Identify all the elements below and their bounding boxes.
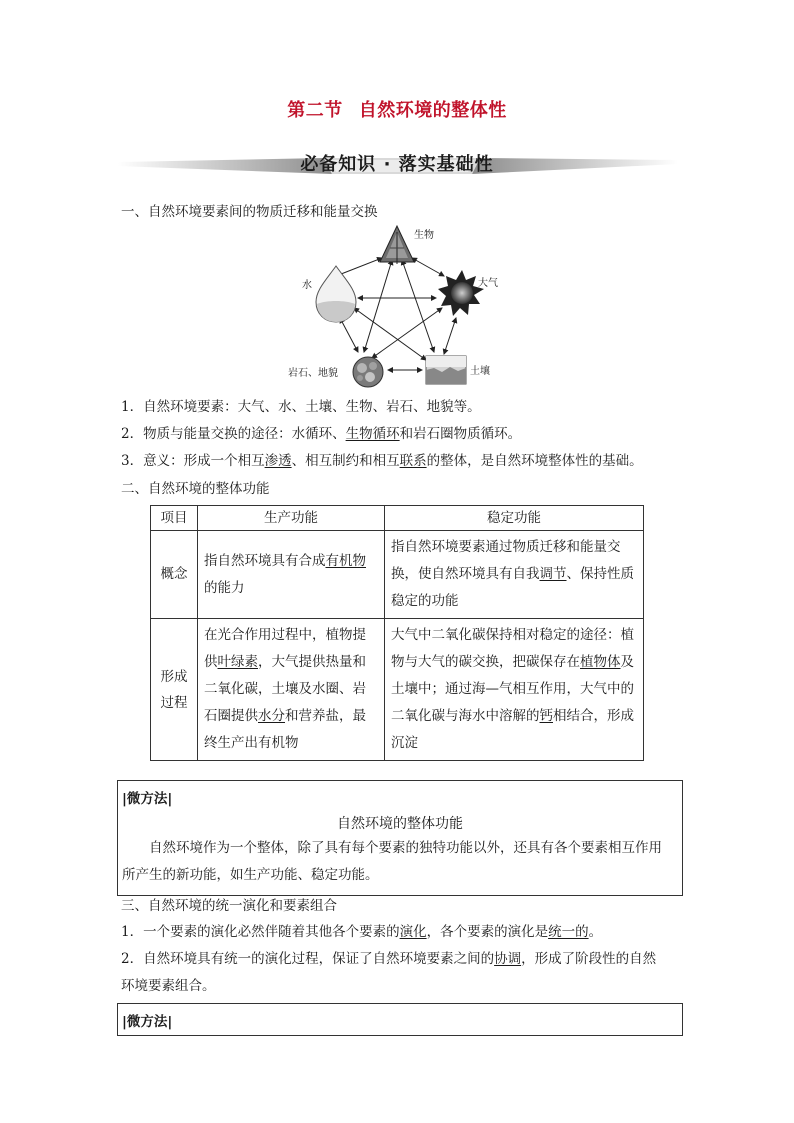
text-segment: ，大气提供热量和二氧化碳，土壤及水圈、岩石圈提供 — [204, 654, 366, 724]
text-segment: 指自然环境具有合成 — [204, 552, 326, 569]
table-header-row — [151, 506, 644, 531]
banner-title: 必备知识 · 落实基础性 — [300, 154, 494, 175]
part1-item3 — [121, 452, 643, 470]
cycle-diagram — [288, 224, 506, 390]
text-segment: 。 — [588, 924, 603, 940]
underlined-term: 有机物 — [325, 552, 366, 569]
underlined-term: 联系 — [399, 453, 427, 469]
table-row-head — [151, 619, 198, 761]
underlined-term: 生物循环 — [345, 426, 400, 442]
text-segment: 大气中二氧化碳保持相对稳定的途径：植物与大气的碳交换，把碳保存在 — [391, 627, 634, 670]
part1-item2 — [121, 425, 521, 443]
text-segment: 过程 — [160, 694, 188, 711]
part3-item1 — [121, 923, 602, 941]
air-icon — [438, 270, 484, 316]
cycle-arrows — [336, 258, 456, 370]
part3-item2 — [121, 950, 656, 968]
method-title: 自然环境的整体功能 — [337, 816, 463, 832]
section-title: 自然环境的整体性 — [358, 100, 507, 121]
function-table — [150, 505, 644, 761]
water-icon — [316, 266, 356, 322]
text-segment: 1．一个要素的演化必然伴随着其他各个要素的 — [121, 924, 400, 940]
table-header: 稳定功能 — [385, 506, 644, 531]
label-bio: 生物 — [414, 230, 434, 241]
table-cell — [385, 619, 644, 761]
label-soil: 土壤 — [470, 366, 490, 377]
page-title — [0, 96, 794, 122]
method-box — [117, 780, 683, 896]
text-segment: 相结合，形成沉淀 — [391, 708, 634, 751]
table-cell — [385, 531, 644, 619]
text-segment: 的整体，是自然环境整体性的基础。 — [426, 453, 643, 469]
bio-icon — [380, 226, 414, 264]
table-cell — [198, 619, 385, 761]
part3-item2-continued: 环境要素组合。 — [121, 978, 216, 994]
text-segment: 、相互制约和相互 — [291, 453, 400, 469]
table-row — [151, 531, 644, 619]
table-cell — [198, 531, 385, 619]
method-label: |微方法| — [122, 1014, 173, 1030]
method-label: |微方法| — [122, 791, 173, 807]
part2-heading: 二、自然环境的整体功能 — [121, 481, 270, 497]
underlined-term: 调节 — [539, 566, 567, 582]
label-rock: 岩石、地貌 — [288, 368, 338, 379]
table-row — [151, 619, 644, 761]
text-segment: 2．物质与能量交换的途径：水循环、 — [121, 426, 346, 442]
table-row-head: 概念 — [151, 531, 198, 619]
text-segment: 2．自然环境具有统一的演化过程，保证了自然环境要素之间的 — [121, 951, 495, 967]
rock-icon — [353, 357, 383, 387]
text-segment: 、保持性质稳定的功能 — [391, 566, 634, 609]
underlined-term: 协调 — [494, 951, 522, 967]
part1-item1: 1．自然环境要素：大气、水、土壤、生物、岩石、地貌等。 — [121, 399, 481, 415]
text-segment: 和岩石圈物质循环。 — [399, 426, 522, 442]
text-segment: 在光合作用过程中，植物提供 — [204, 627, 366, 670]
text-segment: 指自然环境要素通过物质迁移和能量交换，使自然环境具有自我 — [391, 539, 621, 582]
text-segment: 3．意义：形成一个相互 — [121, 453, 265, 469]
underlined-term: 水分 — [258, 708, 285, 724]
section-number: 第二节 — [287, 100, 343, 121]
table-header: 项目 — [151, 506, 198, 531]
underlined-term: 叶绿素 — [217, 654, 258, 670]
text-segment: 的能力 — [204, 579, 245, 596]
text-segment: ，各个要素的演化是 — [426, 924, 549, 940]
underlined-term: 演化 — [399, 924, 427, 940]
part3-heading: 三、自然环境的统一演化和要素组合 — [121, 898, 337, 914]
label-air: 大气 — [478, 278, 498, 289]
part1-heading: 一、自然环境要素间的物质迁移和能量交换 — [121, 204, 378, 220]
underlined-term: 渗透 — [264, 453, 292, 469]
text-segment: ，形成了阶段性的自然 — [521, 951, 657, 967]
text-segment: 和营养盐，最终生产出有机物 — [204, 708, 366, 751]
underlined-term: 钙 — [539, 708, 553, 724]
soil-icon — [426, 356, 466, 384]
method-text: 自然环境作为一个整体，除了具有每个要素的独特功能以外，还具有各个要素相互作用所产生的新功能，如生产功能、稳定功能。 — [122, 840, 662, 883]
text-segment: 及土壤中；通过海—气相互作用，大气中的二氧化碳与海水中溶解的 — [391, 654, 634, 724]
method-box — [117, 1003, 683, 1036]
underlined-term: 统一的 — [548, 924, 589, 940]
text-segment: 形成 — [160, 668, 188, 685]
label-water: 水 — [302, 280, 312, 291]
table-header: 生产功能 — [198, 506, 385, 531]
underlined-term: 植物体 — [580, 654, 621, 670]
